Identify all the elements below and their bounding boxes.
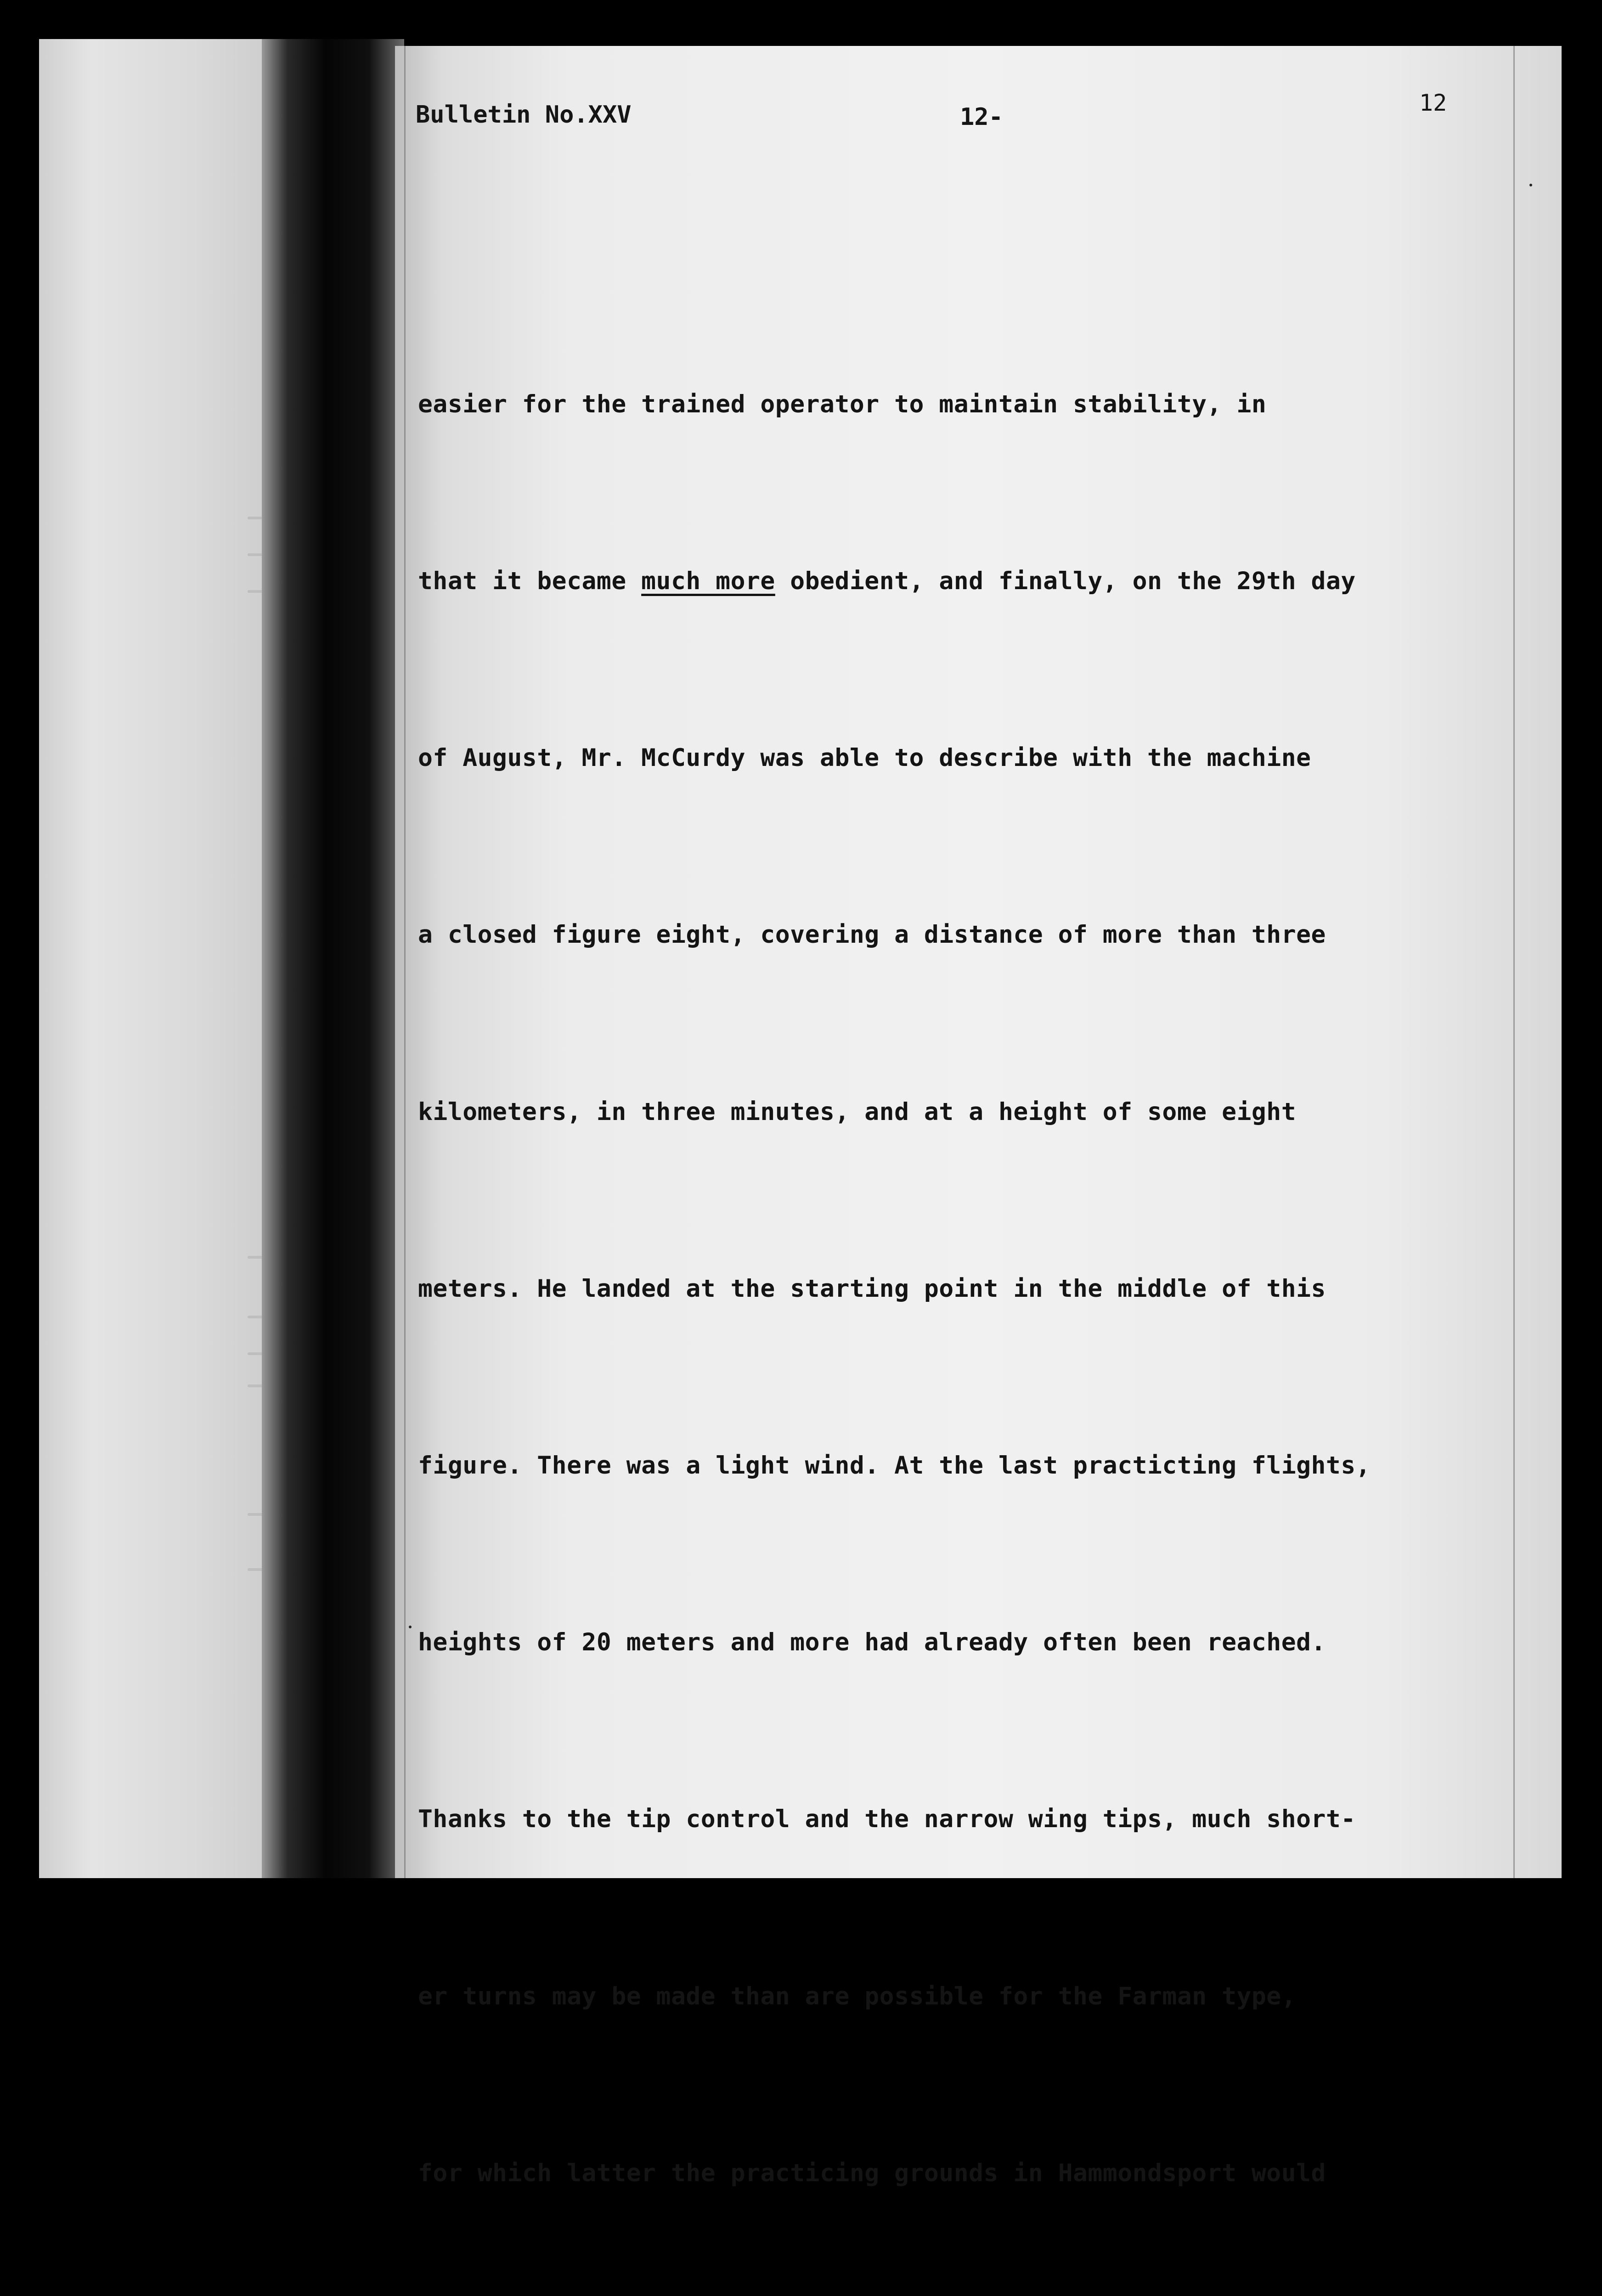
text-line: meters. He landed at the starting point in the middle of this: [418, 1274, 1326, 1303]
text-line: [418, 552, 1529, 611]
text-line: er turns may be made than are possible for the Farman type,: [418, 1982, 1297, 2010]
text-line: easier for the trained operator to maintain stability, in: [418, 390, 1267, 418]
document-page: [395, 46, 1562, 2187]
text-segment: obedient, and finally, on the 29th day: [775, 567, 1356, 596]
page-number-center: 12-: [960, 103, 1003, 131]
binding-shadow: [262, 39, 404, 1878]
previous-page-edge: [39, 39, 296, 1878]
page-margin-line: [404, 46, 406, 1878]
text-line: Thanks to the tip control and the narrow wing tips, much short-: [418, 1805, 1356, 1834]
bulletin-title: Bulletin No.XXV: [416, 101, 632, 129]
text-segment: that it became: [418, 567, 642, 596]
ink-speck: [409, 1626, 412, 1628]
page-number-right: 12: [1419, 90, 1447, 116]
page-header: [395, 46, 1562, 147]
ink-speck: [1529, 184, 1532, 186]
text-line: kilometers, in three minutes, and at a height of some eight: [418, 1097, 1297, 1126]
text-line: a closed figure eight, covering a distance of more than three: [418, 921, 1326, 949]
text-line: of August, Mr. McCurdy was able to describe with the machine: [418, 744, 1311, 772]
body-text: [418, 257, 1529, 2296]
text-line: figure. There was a light wind. At the last practicting flights,: [418, 1452, 1371, 1480]
text-line: heights of 20 meters and more had already often been reached.: [418, 1628, 1326, 1657]
underlined-phrase: much more: [641, 567, 775, 596]
text-line: for which latter the practicing grounds in Hammondsport would: [418, 2159, 1326, 2187]
